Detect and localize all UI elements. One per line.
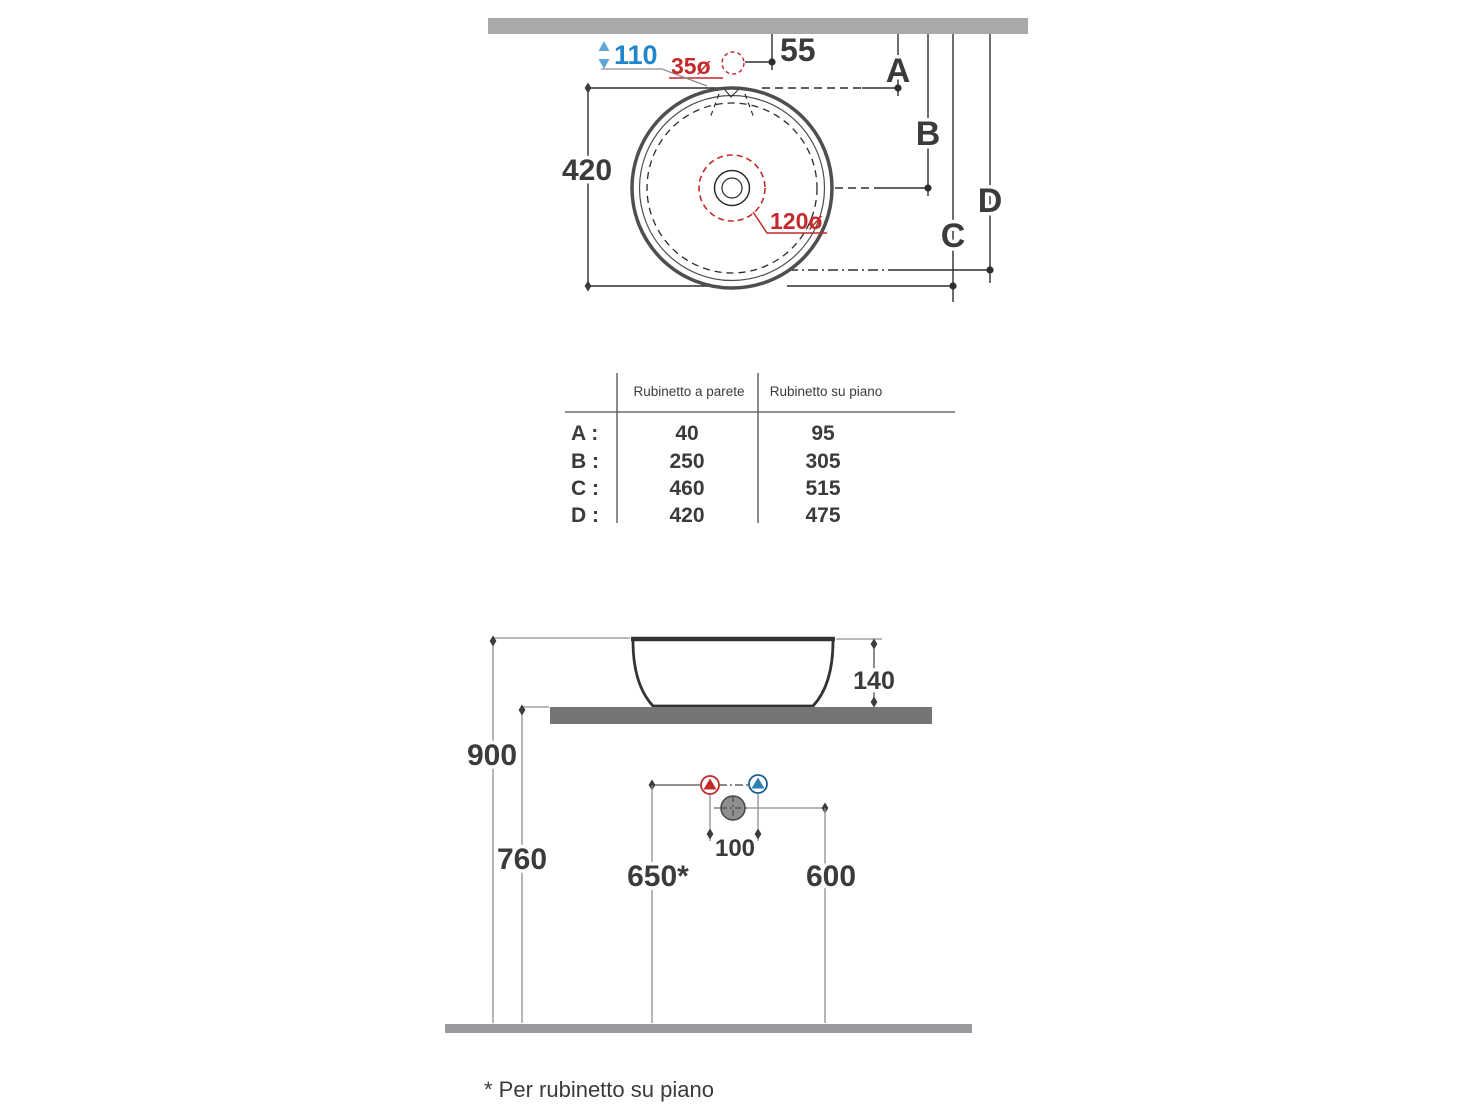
row-label: B : — [571, 450, 599, 473]
dim-140-label: 140 — [853, 667, 895, 695]
floor-bar — [445, 1024, 972, 1033]
table-row — [571, 450, 841, 473]
drain-hole-outer — [715, 171, 750, 206]
table-row — [571, 504, 841, 527]
basin-top-view — [632, 88, 832, 288]
row-value-piano: 515 — [805, 477, 841, 500]
footnote: * Per rubinetto su piano — [484, 1077, 714, 1102]
hot-water-icon — [701, 776, 719, 794]
ref-a-label: A — [885, 52, 911, 90]
wall-bar — [488, 18, 1028, 34]
row-value-piano: 95 — [811, 422, 835, 445]
row-value-parete: 420 — [669, 504, 705, 527]
basin-side-view — [631, 639, 835, 706]
row-label: A : — [571, 422, 599, 445]
tap-hole-circle — [722, 52, 744, 74]
row-value-parete: 40 — [675, 422, 699, 445]
dim-110-label: 110 — [614, 40, 658, 70]
side-view — [445, 636, 972, 1034]
top-view — [488, 18, 1028, 302]
dim-55-label: 55 — [780, 32, 816, 68]
row-label: D : — [571, 504, 599, 527]
row-value-parete: 250 — [669, 450, 705, 473]
dim-420-label: 420 — [561, 154, 613, 187]
row-value-piano: 305 — [805, 450, 841, 473]
dim-900-label: 900 — [466, 739, 518, 772]
dim-650-label: 650* — [627, 860, 689, 893]
dim-120-label: 120ø — [770, 208, 823, 234]
ref-d-label: D — [977, 182, 1003, 220]
dim-600-label: 600 — [805, 860, 857, 893]
ref-c-label: C — [940, 217, 966, 255]
ref-b-label: B — [915, 115, 941, 153]
dimension-table — [565, 373, 955, 527]
row-value-parete: 460 — [669, 477, 705, 500]
table-row — [571, 422, 835, 445]
row-label: C : — [571, 477, 599, 500]
table-header-deck-tap: Rubinetto su piano — [769, 384, 883, 399]
row-value-piano: 475 — [805, 504, 841, 527]
table-row — [571, 477, 841, 500]
dim-35-label: 35ø — [671, 53, 711, 79]
height-arrows-icon — [599, 41, 610, 69]
dim-100-label: 100 — [714, 835, 756, 862]
cold-water-icon — [749, 775, 767, 793]
dim-760-label: 760 — [496, 843, 548, 876]
table-header-wall-tap: Rubinetto a parete — [633, 384, 745, 399]
countertop-bar — [550, 707, 932, 724]
